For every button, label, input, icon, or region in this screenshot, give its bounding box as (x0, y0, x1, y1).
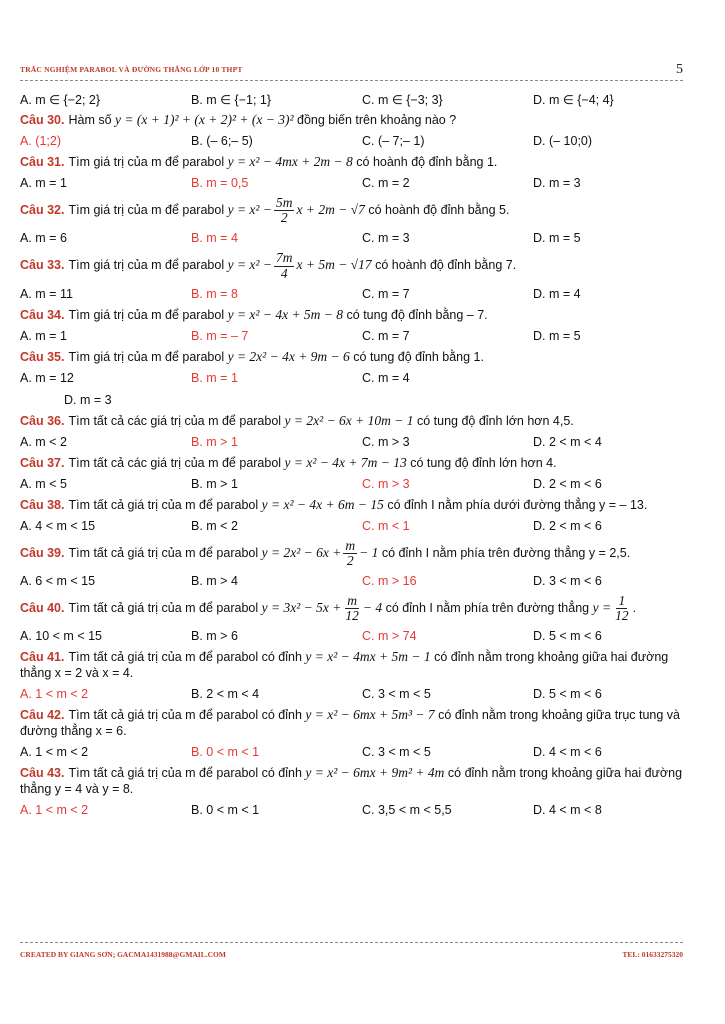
question-stem (20, 305, 683, 325)
fraction-numerator: m (345, 537, 356, 553)
options-row (20, 283, 683, 305)
option-c[interactable]: C. m = 3 (362, 231, 410, 246)
option-b[interactable]: B. (– 6;– 5) (191, 134, 253, 148)
option-a[interactable]: A. (1;2) (20, 134, 61, 148)
question-label: Câu 37. (20, 455, 65, 470)
question (20, 194, 683, 249)
question-label: Câu 34. (20, 307, 65, 322)
option-d[interactable]: D. m ∈ {−4; 4} (533, 92, 614, 107)
option-d[interactable]: D. 5 < m < 6 (533, 687, 602, 702)
question (20, 347, 683, 411)
question-text: có đỉnh I nằm phía trên đường thẳng (385, 601, 590, 615)
question-text: Tìm tất cả giá trị của m để parabol có đỉnh (68, 650, 302, 665)
question-label: Câu 35. (20, 349, 65, 364)
header-title: TRẮC NGHIỆM PARABOL VÀ ĐƯỜNG THẲNG LỚP 10 THPT (20, 65, 243, 74)
question-label: Câu 33. (20, 258, 65, 273)
formula-part: y = 2x² − 6x + (261, 544, 342, 560)
question-text: có hoành độ đỉnh bằng 1. (356, 155, 498, 169)
formula: y = x² − 4x + 7m − 13 (284, 454, 407, 470)
formula: y = (x + 1)² + (x + 2)² + (x − 3)² (115, 112, 294, 127)
options-row (20, 172, 683, 194)
question-stem (20, 249, 683, 282)
option-b[interactable]: B. m > 4 (191, 574, 238, 589)
options-row (20, 741, 683, 763)
options-row (20, 367, 683, 389)
fraction-denominator: 2 (346, 552, 354, 568)
option-b[interactable]: B. m = 4 (191, 231, 238, 246)
question-text: Hàm số (68, 113, 112, 127)
fraction-numerator: m (347, 593, 357, 609)
formula: y = x² − 4mx + 5m − 1 (305, 649, 431, 665)
question-text: có hoành độ đỉnh bằng 7. (375, 258, 517, 273)
options-row (20, 683, 683, 705)
formula-part: x + 2m − √7 (296, 201, 365, 217)
options-row (20, 227, 683, 249)
option-d[interactable]: D. m = 5 (533, 328, 581, 343)
fraction-denominator: 2 (280, 210, 288, 226)
formula: y = x² − 6mx + 9m² + 4m (305, 765, 445, 781)
formula-part: x + 5m − √17 (296, 257, 372, 273)
option-b[interactable]: B. m = 0,5 (191, 176, 249, 190)
option-a[interactable]: A. m < 5 (20, 476, 67, 491)
question (20, 647, 683, 705)
question-stem (20, 647, 683, 683)
options-row (20, 389, 683, 411)
formula: y = x² − 4x + 5m − 8 (227, 306, 344, 322)
formula-part: y = x² − (227, 257, 272, 273)
fraction (274, 196, 295, 225)
option-b[interactable]: B. m > 1 (191, 434, 238, 449)
fraction (274, 251, 295, 280)
question (20, 537, 683, 592)
question-stem (20, 453, 683, 473)
question-text: Tìm giá trị của m để parabol (68, 307, 225, 322)
option-a[interactable]: A. m = 6 (20, 231, 67, 246)
top-options-row (20, 88, 683, 110)
formula-part: − 1 (359, 544, 379, 560)
question-text: có hoành độ đỉnh bằng 5. (368, 202, 510, 217)
options-row (20, 515, 683, 537)
formula: y = x² − 4x + 6m − 15 (261, 496, 384, 512)
question (20, 592, 683, 647)
formula: y = 2x² − 4x + 9m − 6 (227, 348, 350, 364)
fraction (613, 594, 631, 623)
fraction (343, 539, 357, 568)
option-c[interactable]: C. m = 4 (362, 370, 410, 385)
option-a[interactable]: A. 4 < m < 15 (20, 518, 96, 533)
option-d[interactable]: D. 5 < m < 6 (533, 629, 602, 644)
option-a[interactable]: A. m = 1 (20, 328, 67, 343)
fraction-numerator: 7m (275, 250, 293, 266)
option-b[interactable]: B. m = 8 (191, 286, 238, 301)
question (20, 249, 683, 304)
option-c[interactable]: C. (– 7;– 1) (362, 134, 425, 148)
question-text: có đỉnh I nằm phía trên đường thẳng y = 2,5. (381, 545, 631, 560)
options-row (20, 431, 683, 453)
option-d[interactable]: D. m = 3 (533, 176, 581, 190)
options-row (20, 325, 683, 347)
option-a[interactable]: A. 6 < m < 15 (20, 574, 96, 589)
question-label: Câu 43. (20, 766, 65, 781)
options-row (20, 130, 683, 152)
fraction-denominator: 4 (280, 265, 288, 281)
option-a[interactable]: A. 1 < m < 2 (20, 803, 89, 818)
question-text: Tìm giá trị của m để parabol (68, 202, 225, 217)
question-text: Tìm giá trị của m để parabol (68, 258, 225, 273)
option-c[interactable]: C. m = 2 (362, 176, 410, 190)
option-d[interactable]: D. (– 10;0) (533, 134, 593, 148)
options-row (20, 799, 683, 821)
option-d[interactable]: D. 2 < m < 4 (533, 434, 602, 449)
question (20, 411, 683, 453)
option-a[interactable]: A. 1 < m < 2 (20, 687, 89, 702)
formula-part: − 4 (362, 600, 383, 615)
fraction-denominator: 12 (345, 608, 359, 624)
option-d[interactable]: D. 3 < m < 6 (533, 574, 602, 589)
option-c[interactable]: C. m ∈ {−3; 3} (362, 92, 443, 107)
question-label: Câu 30. (20, 113, 65, 127)
fraction-numerator: 5m (275, 195, 293, 210)
question-text: có tung độ đỉnh bằng 1. (353, 349, 484, 364)
question-label: Câu 31. (20, 155, 65, 169)
option-c[interactable]: C. m = 7 (362, 328, 410, 343)
question-stem (20, 347, 683, 367)
footer-author: CREATED BY GIANG SƠN; GACMA1431988@GMAIL.COM (20, 950, 226, 959)
option-d[interactable]: D. 2 < m < 6 (533, 476, 602, 491)
question-stem (20, 110, 683, 130)
fraction-denominator: 12 (615, 608, 629, 624)
question-text: có đỉnh I nằm phía dưới đường thẳng y = – 13. (387, 497, 648, 512)
question-stem (20, 194, 683, 227)
question-text: Tìm tất cả giá trị của m để parabol có đỉnh (68, 708, 302, 723)
question-text: Tìm tất cả giá trị của m để parabol có đỉnh (68, 766, 302, 781)
question-stem (20, 705, 683, 741)
option-a[interactable]: A. m = 1 (20, 176, 67, 190)
question-label: Câu 38. (20, 497, 65, 512)
option-a[interactable]: A. m = 11 (20, 286, 73, 301)
question-text: Tìm tất cả giá trị của m để parabol (68, 545, 259, 560)
option-a[interactable]: A. m ∈ {−2; 2} (20, 92, 101, 107)
option-d[interactable]: D. m = 3 (64, 392, 112, 407)
option-c[interactable]: C. m > 3 (362, 434, 410, 449)
question-text: Tìm giá trị của m để parabol (68, 349, 225, 364)
options-row (20, 570, 683, 592)
question-text: đồng biến trên khoảng nào ? (297, 113, 457, 127)
question (20, 763, 683, 821)
option-b[interactable]: B. 0 < m < 1 (191, 745, 260, 760)
question-text: có đỉnh nằm trong khoảng giữa hai đường thẳng y = 4 và y = 8. (20, 766, 683, 797)
formula: y = x² − 4mx + 2m − 8 (227, 154, 353, 169)
option-b[interactable]: B. m = 1 (191, 370, 238, 385)
question-text: Tìm tất cả giá trị của m để parabol (68, 497, 259, 512)
option-b[interactable]: B. m > 1 (191, 476, 238, 491)
option-c[interactable]: C. m > 16 (362, 574, 417, 589)
option-b[interactable]: B. 2 < m < 4 (191, 687, 260, 702)
option-a[interactable]: A. 10 < m < 15 (20, 629, 102, 644)
option-d[interactable]: D. 4 < m < 6 (533, 745, 602, 760)
option-b[interactable]: B. m < 2 (191, 518, 238, 533)
options-row (20, 473, 683, 495)
option-c[interactable]: C. m = 7 (362, 286, 410, 301)
option-c[interactable]: C. m > 3 (362, 476, 410, 491)
formula-part: y = x² − (227, 201, 272, 217)
question-label: Câu 41. (20, 650, 65, 665)
question-text: có đỉnh nằm trong khoảng giữa trục tung và đường thẳng x = 6. (20, 708, 681, 739)
question (20, 705, 683, 763)
question (20, 305, 683, 347)
option-c[interactable]: C. m > 74 (362, 629, 417, 644)
header-divider (20, 80, 683, 81)
option-d[interactable]: D. 2 < m < 6 (533, 518, 602, 533)
page-number: 5 (676, 62, 683, 77)
options-row (20, 625, 683, 647)
question-stem (20, 763, 683, 799)
option-b[interactable]: B. m ∈ {−1; 1} (191, 92, 272, 107)
option-c[interactable]: C. 3 < m < 5 (362, 745, 431, 760)
formula: y = x² − 6mx + 5m³ − 7 (305, 707, 435, 723)
question-text: Tìm giá trị của m để parabol (68, 155, 225, 169)
question-label: Câu 42. (20, 708, 65, 723)
fraction (343, 594, 361, 623)
option-b[interactable]: B. 0 < m < 1 (191, 803, 260, 818)
option-d[interactable]: D. m = 5 (533, 231, 581, 246)
question-stem (20, 537, 683, 570)
footer-divider (20, 942, 683, 943)
option-a[interactable]: A. 1 < m < 2 (20, 745, 89, 760)
question-text: có tung độ đỉnh lớn hơn 4,5. (417, 413, 574, 428)
option-c[interactable]: C. 3,5 < m < 5,5 (362, 803, 452, 818)
question-stem (20, 411, 683, 431)
option-b[interactable]: B. m > 6 (191, 629, 238, 644)
question-list (20, 88, 683, 821)
question-text: có tung độ đỉnh lớn hơn 4. (410, 455, 557, 470)
footer-phone: TEL: 01633275320 (622, 950, 683, 959)
option-a[interactable]: A. m < 2 (20, 434, 67, 449)
formula-part: . (632, 601, 637, 615)
question-text: có đỉnh nằm trong khoảng giữa hai đường thẳng x = 2 và x = 4. (20, 650, 669, 681)
option-d[interactable]: D. 4 < m < 8 (533, 803, 602, 818)
question-label: Câu 32. (20, 202, 65, 217)
question-text: Tìm tất cả các giá trị của m để parabol (68, 413, 282, 428)
question-stem (20, 495, 683, 515)
option-c[interactable]: C. m < 1 (362, 518, 410, 533)
formula-part: y = 3x² − 5x + (261, 600, 342, 615)
question (20, 453, 683, 495)
question-text: Tìm tất cả giá trị của m để parabol (68, 601, 259, 615)
question (20, 495, 683, 537)
option-b[interactable]: B. m = – 7 (191, 328, 249, 343)
option-a[interactable]: A. m = 12 (20, 370, 74, 385)
formula-part: y = (592, 600, 612, 615)
formula: y = 2x² − 6x + 10m − 1 (284, 412, 414, 428)
fraction-numerator: 1 (618, 593, 626, 609)
option-c[interactable]: C. 3 < m < 5 (362, 687, 431, 702)
question (20, 110, 683, 152)
question-label: Câu 39. (20, 545, 65, 560)
question (20, 152, 683, 194)
option-d[interactable]: D. m = 4 (533, 286, 581, 301)
question-label: Câu 40. (20, 601, 65, 615)
question-text: Tìm tất cả các giá trị của m để parabol (68, 455, 282, 470)
question-text: có tung độ đỉnh bằng – 7. (346, 307, 488, 322)
question-stem (20, 592, 683, 625)
question-stem (20, 152, 683, 172)
question-label: Câu 36. (20, 413, 65, 428)
